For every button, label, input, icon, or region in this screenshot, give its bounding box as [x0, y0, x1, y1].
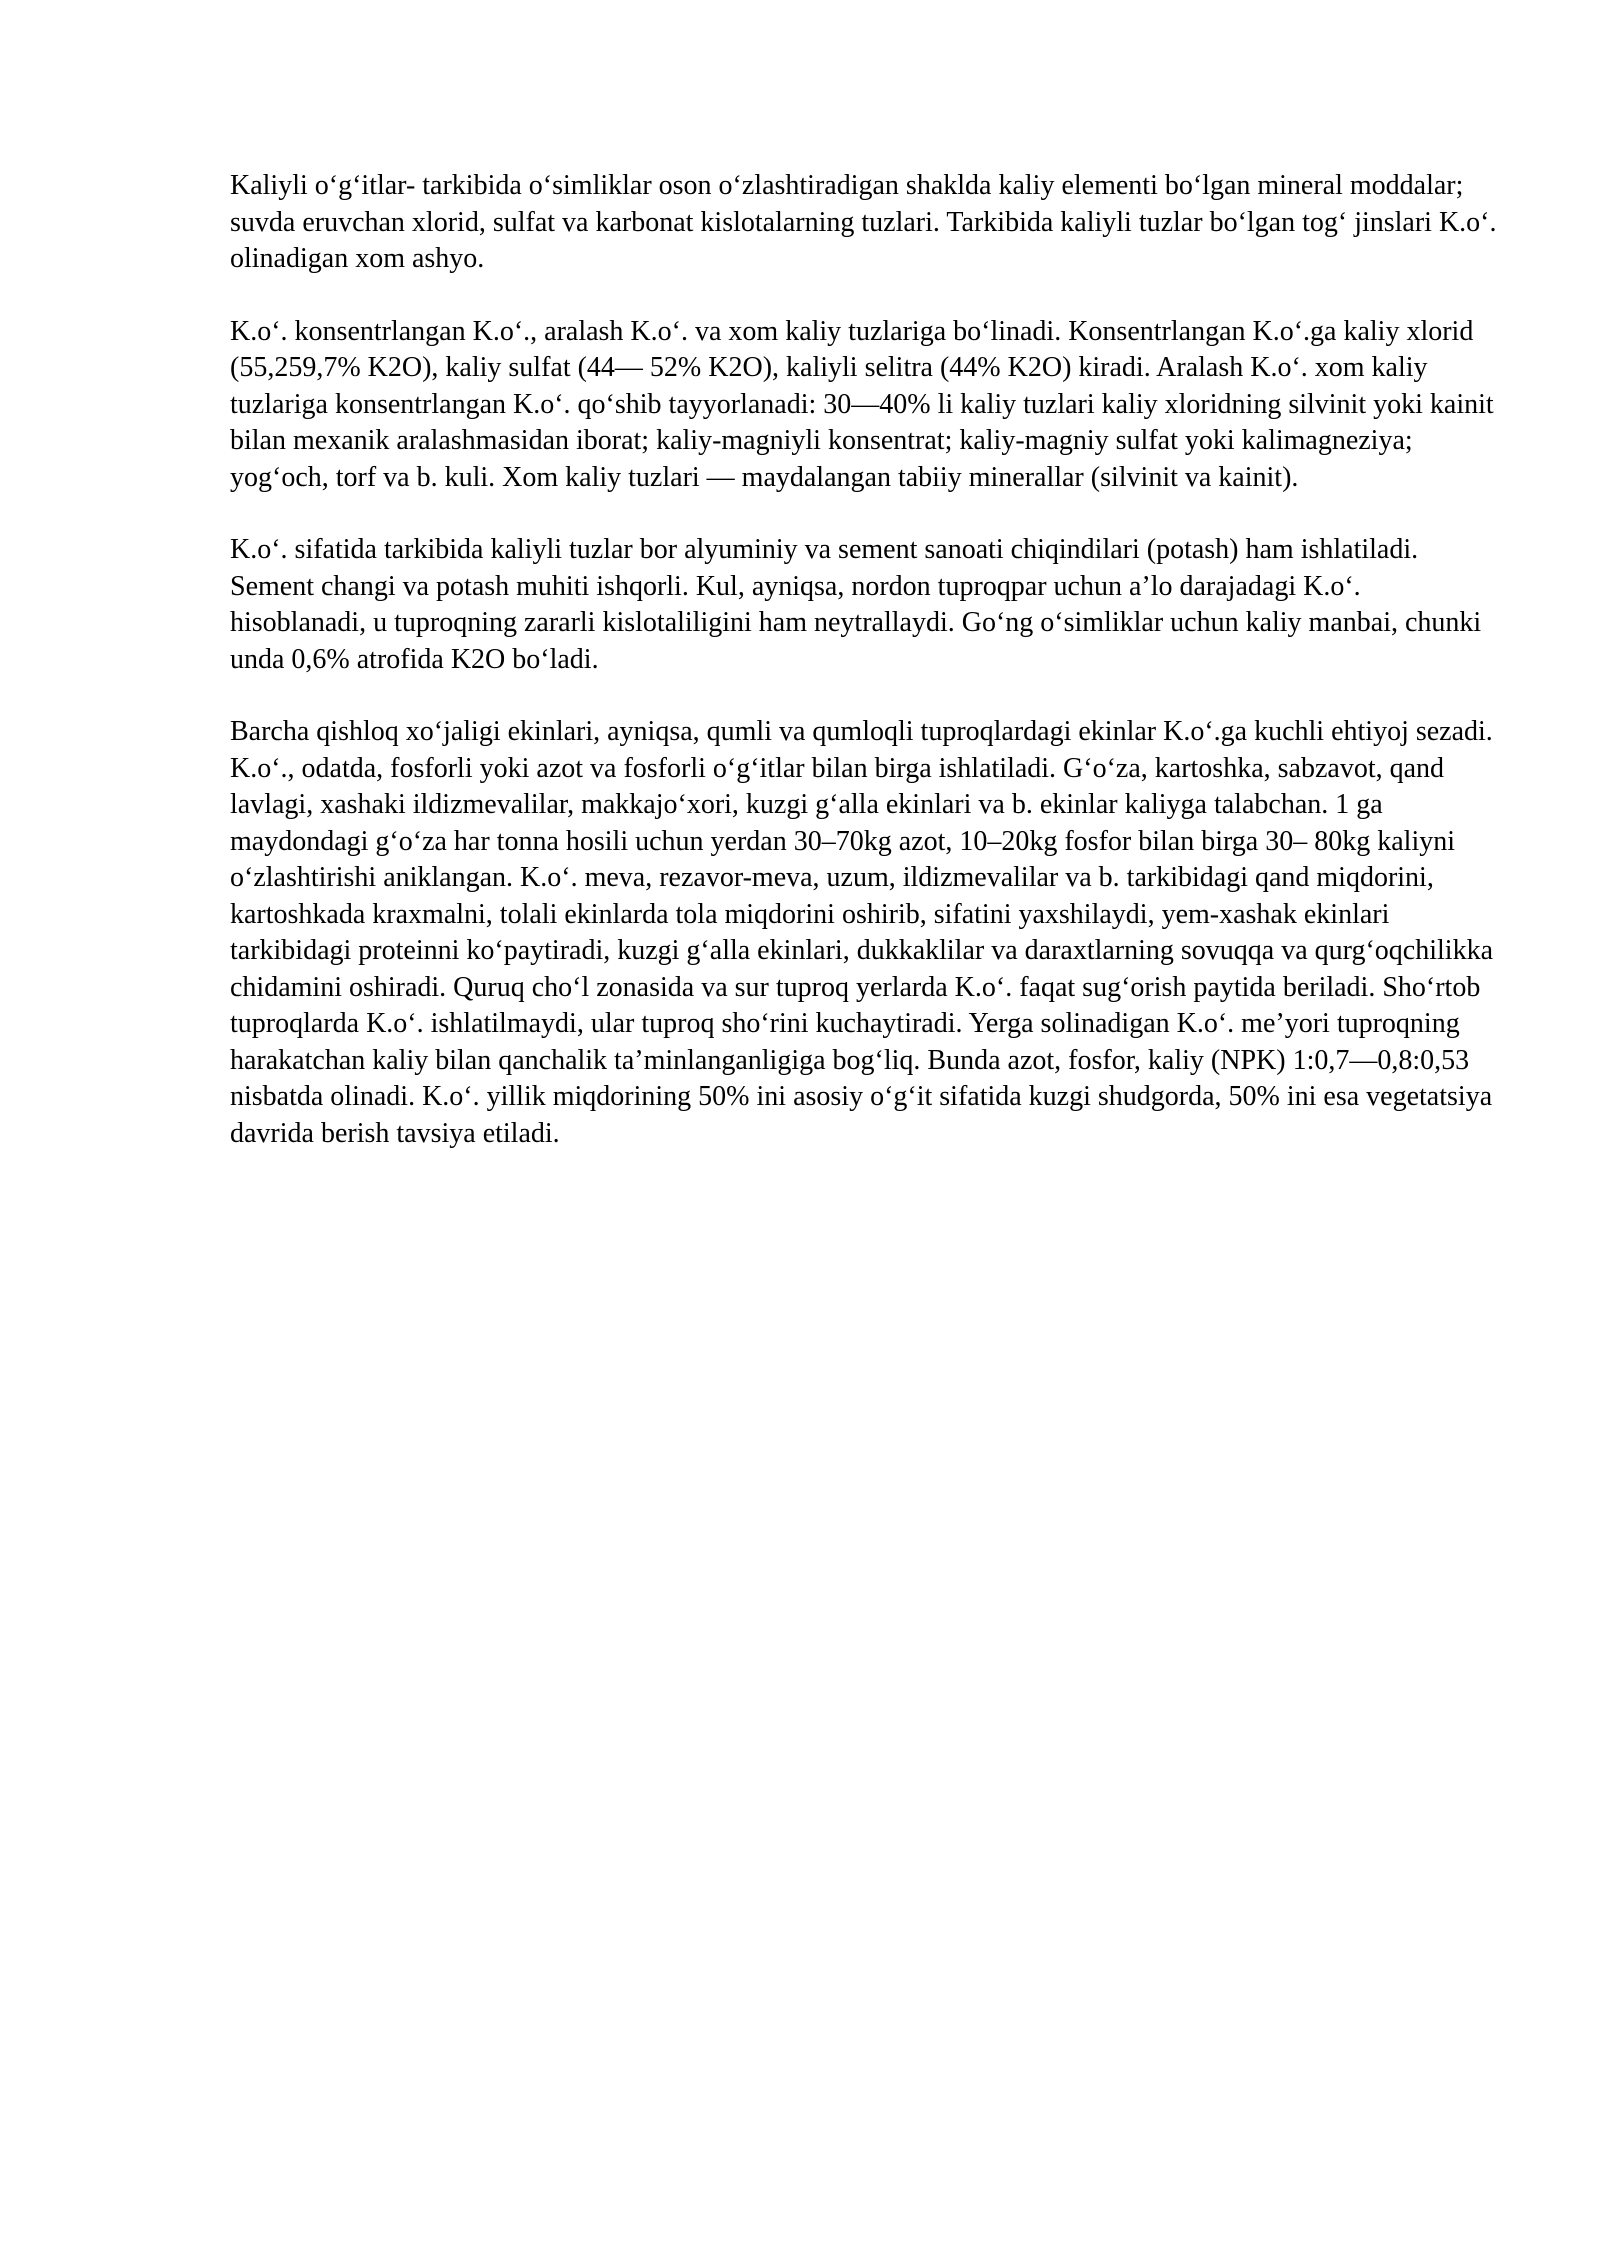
paragraph-3: K.o‘. sifatida tarkibida kaliyli tuzlar bor alyuminiy va sement sanoati chiqindilari (potash) ham ishlatiladi. Sement changi va potash muhiti ishqorli. Kul, ayniqsa, nordon tuproqpar uchun a’lo darajadagi K.o‘. hisoblanadi, u tuproqning zararli kislotaliligini ham neytrallaydi. Go‘ng o‘simliklar uchun kaliy manbai, chunki unda 0,6% atrofida K2O bo‘ladi.: [230, 534, 1482, 675]
paragraph-4: Barcha qishloq xo‘jaligi ekinlari, ayniqsa, qumli va qumloqli tuproqlardagi ekinlar K.o‘.ga kuchli ehtiyoj sezadi. K.o‘., odatda, fosforli yoki azot va fosforli o‘g‘itlar bilan birga ishlatiladi. G‘o‘za, kartoshka, sabzavot, qand lavlagi, xashaki ildizmevalilar, makkajo‘xori, kuzgi g‘alla ekinlari va b. ekinlar kaliyga talabchan. 1 ga maydondagi g‘o‘za har tonna hosili uchun yerdan 30–70kg azot, 10–20kg fosfor bilan birga 30– 80kg kaliyni o‘zlashtirishi aniklangan. K.o‘. meva, rezavor-meva, uzum, ildizmevalilar va b. tarkibidagi qand miqdorini, kartoshkada kraxmalni, tolali ekinlarda tola miqdorini oshirib, sifatini yaxshilaydi, yem-xashak ekinlari tarkibidagi proteinni ko‘paytiradi, kuzgi g‘alla ekinlari, dukkaklilar va daraxtlarning sovuqqa va qurg‘oqchilikka chidamini oshiradi. Quruq cho‘l zonasida va sur tuproq yerlarda K.o‘. faqat sug‘orish paytida beriladi. Sho‘rtob tuproqlarda K.o‘. ishlatilmaydi, ular tuproq sho‘rini kuchaytiradi. Yerga solinadigan K.o‘. me’yori tuproqning harakatchan kaliy bilan qanchalik ta’minlanganligiga bog‘liq. Bunda azot, fosfor, kaliy (NPK) 1:0,7—0,8:0,53 nisbatda olinadi. K.o‘. yillik miqdorining 50% ini asosiy o‘g‘it sifatida kuzgi shudgorda, 50% ini esa vegetatsiya davrida berish tavsiya etiladi.: [230, 716, 1493, 1149]
paragraph-2: K.o‘. konsentrlangan K.o‘., aralash K.o‘. va xom kaliy tuzlariga bo‘linadi. Konsentrlangan K.o‘.ga kaliy xlorid (55,259,7% K2O), kaliy sulfat (44— 52% K2O), kaliyli selitra (44% K2O) kiradi. Aralash K.o‘. xom kaliy tuzlariga konsentrlangan K.o‘. qo‘shib tayyorlanadi: 30—40% li kaliy tuzlari kaliy xloridning silvinit yoki kainit bilan mexanik aralashmasidan iborat; kaliy-magniyli konsentrat; kaliy-magniy sulfat yoki kalimagneziya; yog‘och, torf va b. kuli. Xom kaliy tuzlari — maydalangan tabiiy minerallar (silvinit va kainit).: [230, 315, 1494, 493]
paragraph-1: Kaliyli o‘g‘itlar- tarkibida o‘simliklar oson o‘zlashtiradigan shaklda kaliy elementi bo‘lgan mineral moddalar; suvda eruvchan xlorid, sulfat va karbonat kislotalarning tuzlari. Tarkibida kaliyli tuzlar bo‘lgan tog‘ jinslari K.o‘. olinadigan xom ashyo.: [230, 170, 1497, 274]
document-body: [230, 168, 1500, 1188]
